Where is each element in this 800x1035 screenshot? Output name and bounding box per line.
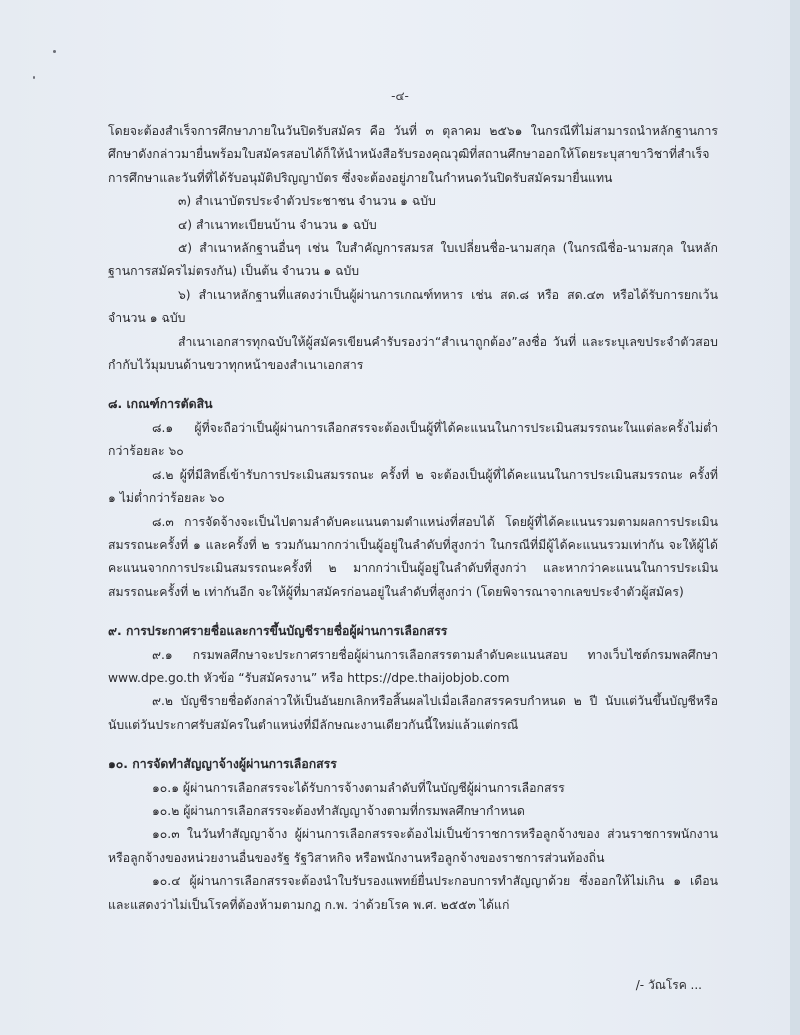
- scan-speck: [33, 76, 35, 79]
- clause: ๙.๑ กรมพลศึกษาจะประกาศรายชื่อผู้ผ่านการเลือกสรรตามลำดับคะแนนสอบ ทางเว็บไซต์กรมพลศึกษา www.dpe.go.th หัวข้อ “รับสมัครงาน” หรือ https://dpe.thaijobjob.com: [108, 647, 718, 685]
- page-number: -๔-: [391, 89, 409, 103]
- section-heading-announcement: ๙. การประกาศรายชื่อและการขึ้นบัญชีรายชื่อผู้ผ่านการเลือกสรร: [108, 624, 448, 639]
- clause: ๑๐.๑ ผู้ผ่านการเลือกสรรจะได้รับการจ้างตามลำดับที่ในบัญชีผู้ผ่านการเลือกสรร: [152, 780, 565, 795]
- clause: ๙.๒ บัญชีรายชื่อดังกล่าวให้เป็นอันยกเลิกหรือสิ้นผลไปเมื่อเลือกสรรครบกำหนด ๒ ปี นับแต่วันขึ้นบัญชีหรือนับแต่วันประกาศรับสมัครในตำแหน่งที่มีลักษณะงานเดียวกันนี้ใหม่แล้วแต่กรณี: [108, 694, 718, 732]
- clause: ๘.๓ การจัดจ้างจะเป็นไปตามลำดับคะแนนตามตำแหน่งที่สอบได้ โดยผู้ที่ได้คะแนนรวมตามผลการประเมินสมรรถนะครั้งที่ ๑ และครั้งที่ ๒ รวมกันมากกว่าเป็นผู้อยู่ในลำดับที่สูงกว่า ในกรณีที่มีผู้ได้คะแนนรวมเท่ากัน จะให้ผู้ได้คะแนนจากการประเมินสมรรถนะครั้งที่ ๒ มากกว่าเป็นผู้อยู่ในลำดับที่สูงกว่า และหากว่าคะแนนในการประเมินสมรรถนะครั้งที่ ๒ เท่ากันอีก จะให้ผู้ที่มาสมัครก่อนอยู่ในลำดับที่สูงกว่า (โดยพิจารณาจากเลขประจำตัวผู้สมัคร): [108, 514, 718, 599]
- copy-certification-note: สำเนาเอกสารทุกฉบับให้ผู้สมัครเขียนคำรับรองว่า“สำเนาถูกต้อง”ลงชื่อ วันที่ และระบุเลขประจำตัวสอบกำกับไว้มุมบนด้านขวาทุกหน้าของสำเนาเอกสาร: [108, 334, 718, 373]
- list-item: ๖) สำเนาหลักฐานที่แสดงว่าเป็นผู้ผ่านการเกณฑ์ทหาร เช่น สด.๘ หรือ สด.๔๓ หรือได้รับการยกเว้น จำนวน ๑ ฉบับ: [108, 287, 718, 326]
- clause: ๘.๑ ผู้ที่จะถือว่าเป็นผู้ผ่านการเลือกสรรจะต้องเป็นผู้ที่ได้คะแนนในการประเมินสมรรถนะในแต่ละครั้งไม่ต่ำกว่าร้อยละ ๖๐: [108, 420, 718, 459]
- section-heading-criteria: ๘. เกณฑ์การตัดสิน: [108, 397, 213, 412]
- list-item: ๓) สำเนาบัตรประจำตัวประชาชน จำนวน ๑ ฉบับ: [178, 194, 436, 209]
- clause: ๑๐.๓ ในวันทำสัญญาจ้าง ผู้ผ่านการเลือกสรรจะต้องไม่เป็นข้าราชการหรือลูกจ้างของ ส่วนราชการพนักงานหรือลูกจ้างของหน่วยงานอื่นของรัฐ รัฐวิสาหกิจ หรือพนักงานหรือลูกจ้างของราชการส่วนท้องถิ่น: [108, 827, 718, 865]
- intro-paragraph: โดยจะต้องสำเร็จการศึกษาภายในวันปิดรับสมัคร คือ วันที่ ๓ ตุลาคม ๒๕๖๑ ในกรณีที่ไม่สามารถนำหลักฐานการศึกษาดังกล่าวมายื่นพร้อมใบสมัครสอบได้ก็ให้นำหนังสือรับรองคุณวุฒิที่สถานศึกษาออกให้โดยระบุสาขาวิชาที่สำเร็จการศึกษาและวันที่ที่ได้รับอนุมัติปริญญาบัตร ซึ่งจะต้องอยู่ภายในกำหนดวันปิดรับสมัครมายื่นแทน: [108, 124, 718, 185]
- scan-speck: [53, 50, 56, 53]
- clause: ๘.๒ ผู้ที่มีสิทธิ์เข้ารับการประเมินสมรรถนะ ครั้งที่ ๒ จะต้องเป็นผู้ที่ได้คะแนนในการประเมินสมรรถนะ ครั้งที่ ๑ ไม่ต่ำกว่าร้อยละ ๖๐: [108, 467, 718, 506]
- list-item: ๔) สำเนาทะเบียนบ้าน จำนวน ๑ ฉบับ: [178, 217, 377, 232]
- continuation-marker: /- วัณโรค ...: [635, 978, 702, 992]
- clause: ๑๐.๔ ผู้ผ่านการเลือกสรรจะต้องนำใบรับรองแพทย์ยื่นประกอบการทำสัญญาด้วย ซึ่งออกให้ไม่เกิน ๑ เดือน และแสดงว่าไม่เป็นโรคที่ต้องห้ามตามกฎ ก.พ. ว่าด้วยโรค พ.ศ. ๒๕๕๓ ได้แก่: [108, 874, 718, 912]
- document-body: [108, 120, 718, 917]
- section-heading-contract: ๑๐. การจัดทำสัญญาจ้างผู้ผ่านการเลือกสรร: [108, 757, 337, 772]
- clause: ๑๐.๒ ผู้ผ่านการเลือกสรรจะต้องทำสัญญาจ้างตามที่กรมพลศึกษากำหนด: [152, 803, 525, 818]
- list-item: ๕) สำเนาหลักฐานอื่นๆ เช่น ใบสำคัญการสมรส ใบเปลี่ยนชื่อ-นามสกุล (ในกรณีชื่อ-นามสกุล ในหลักฐานการสมัครไม่ตรงกัน) เป็นต้น จำนวน ๑ ฉบับ: [108, 241, 718, 279]
